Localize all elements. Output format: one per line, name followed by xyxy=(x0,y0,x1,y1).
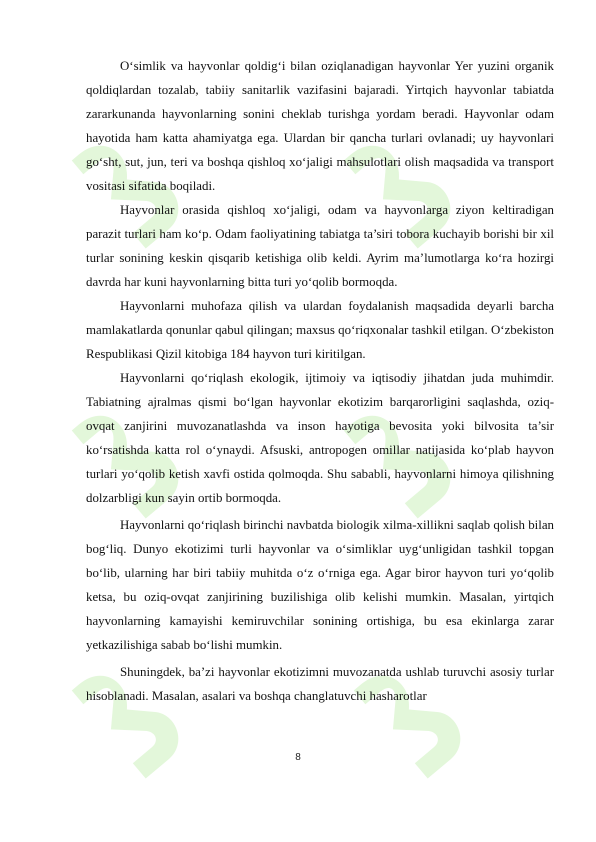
page-number: 8 xyxy=(295,752,301,763)
document-body xyxy=(86,54,554,708)
paragraph-4: Hayvonlarni qo‘riqlash ekologik, ijtimoiy va iqtisodiy jihatdan juda muhimdir. Tabiatning ajralmas qismi bo‘lgan hayvonlar ekotizim barqarorligini saqlashda, oziq-ovqat zanjirini muvozanatlashda va inson hayotiga bevosita yoki bilvosita ta’sir ko‘rsatishda katta rol o‘ynaydi. Afsuski, antropogen omillar natijasida ko‘plab hayvon turlari yo‘qolib ketish xavfi ostida qolmoqda. Shu sababli, hayvonlarni himoya qilishning dolzarbligi kun sayin ortib bormoqda. xyxy=(86,371,554,505)
paragraph-3: Hayvonlarni muhofaza qilish va ulardan foydalanish maqsadida deyarli barcha mamlakatlarda qonunlar qabul qilingan; maxsus qo‘riqxonalar tashkil etilgan. O‘zbekiston Respublikasi Qizil kitobiga 184 hayvon turi kiritilgan. xyxy=(86,299,554,361)
paragraph-2: Hayvonlar orasida qishloq xo‘jaligi, odam va hayvonlarga ziyon keltiradigan parazit turlari ham ko‘p. Odam faoliyatining tabiatga ta’siri tobora kuchayib borishi bir xil turlar sonining keskin qisqarib ketishiga olib keldi. Ayrim ma’lumotlarga ko‘ra hozirgi davrda har kuni hayvonlarning bitta turi yo‘qolib bormoqda. xyxy=(86,203,554,289)
paragraph-5: Hayvonlarni qo‘riqlash birinchi navbatda biologik xilma-xillikni saqlab qolish bilan bog‘liq. Dunyo ekotizimi turli hayvonlar va o‘simliklar uyg‘unligidan tashkil topgan bo‘lib, ularning har biri tabiiy muhitda o‘z o‘rniga ega. Agar biror hayvon turi yo‘qolib ketsa, bu oziq-ovqat zanjirining buzilishiga olib kelishi mumkin. Masalan, yirtqich hayvonlarning kamayishi kemiruvchilar sonining ortishiga, bu esa ekinlarga zarar yetkazilishiga sabab bo‘lishi mumkin. xyxy=(86,518,554,652)
paragraph-6: Shuningdek, ba’zi hayvonlar ekotizimni muvozanatda ushlab turuvchi asosiy turlar hisoblanadi. Masalan, asalari va boshqa changlatuvchi hasharotlar xyxy=(86,665,554,703)
paragraph-1: O‘simlik va hayvonlar qoldig‘i bilan oziqlanadigan hayvonlar Yer yuzini organik qoldiqlardan tozalab, tabiiy sanitarlik vazifasini bajaradi. Yirtqich hayvonlar tabiatda zararkunanda hayvonlarning sonini cheklab turishga yordam beradi. Hayvonlar odam hayotida ham katta ahamiyatga ega. Ulardan bir qancha turlari ovlanadi; uy hayvonlari go‘sht, sut, jun, teri va boshqa qishloq xo‘jaligi mahsulotlari olish maqsadida va transport vositasi sifatida boqiladi. xyxy=(86,59,554,193)
